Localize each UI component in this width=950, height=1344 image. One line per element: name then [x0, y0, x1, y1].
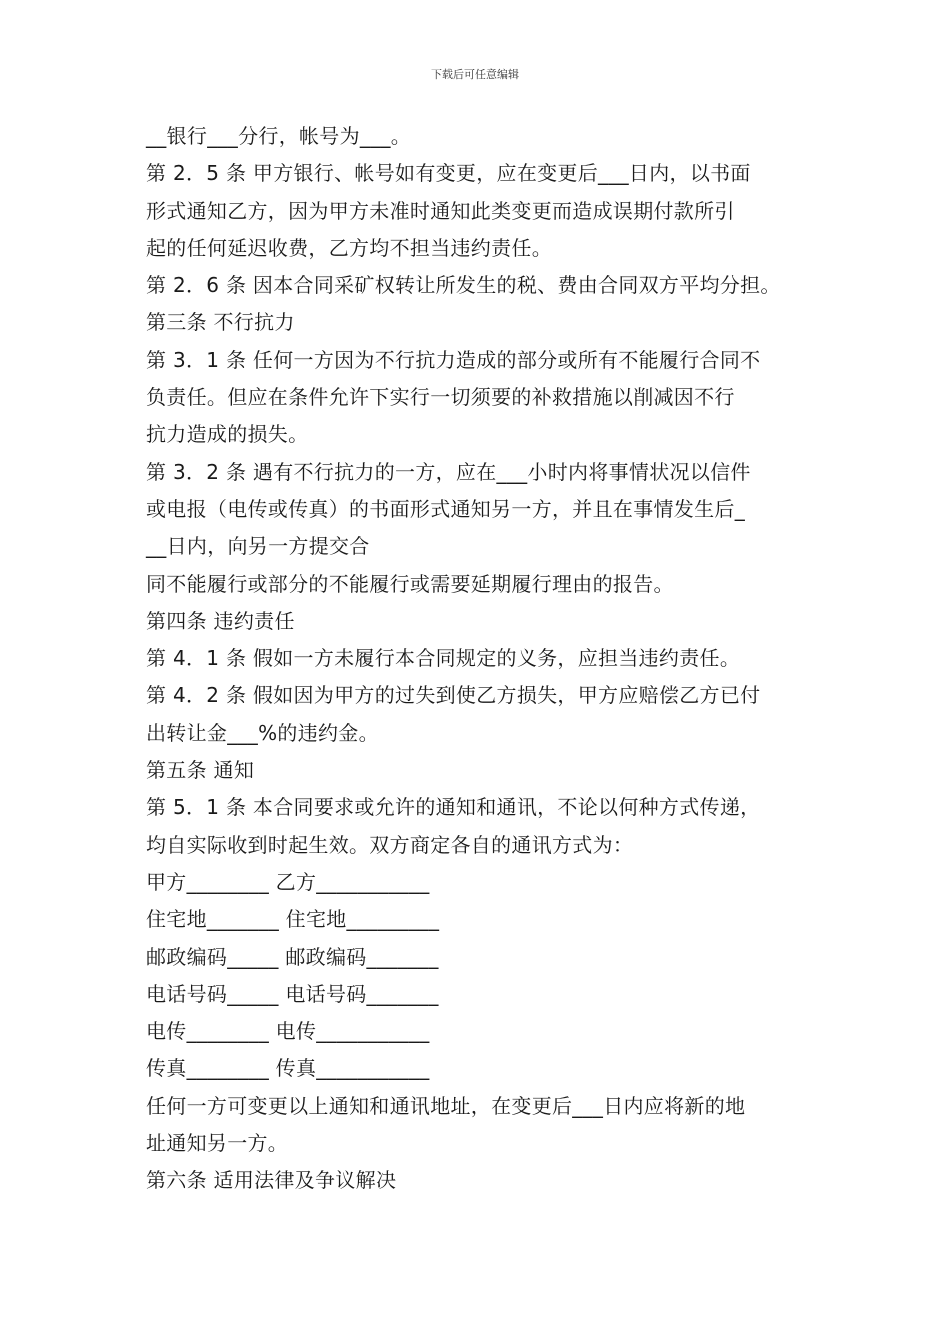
text-line: __日内，向另一方提交合	[146, 534, 370, 559]
text-line: 址通知另一方。	[146, 1131, 289, 1156]
section-heading-5: 第五条 通知	[146, 758, 255, 783]
text-line: 起的任何延迟收费，乙方均不担当违约责任。	[146, 235, 552, 260]
document-body	[146, 118, 826, 1200]
text-line: 均自实际收到时起生效。双方商定各自的通讯方式为：	[146, 832, 634, 857]
text-line: 负责任。但应在条件允许下实行一切须要的补救措施以削减因不行	[146, 385, 735, 410]
text-line: 同不能履行或部分的不能履行或需要延期履行理由的报告。	[146, 571, 674, 596]
party-row-postcode: 邮政编码_____ 邮政编码_______	[146, 944, 439, 969]
party-row-address: 住宅地_______ 住宅地_________	[146, 907, 440, 932]
clause-2-5: 第 2．5 条 甲方银行、帐号如有变更，应在变更后___日内，以书面	[146, 161, 751, 186]
text-line: __银行___分行，帐号为___。	[146, 124, 412, 148]
clause-4-1: 第 4．1 条 假如一方未履行本合同规定的义务，应担当违约责任。	[146, 646, 741, 671]
party-row-name: 甲方________ 乙方___________	[146, 869, 430, 894]
section-heading-3: 第三条 不行抗力	[146, 310, 295, 335]
text-line: 任何一方可变更以上通知和通讯地址，在变更后___日内应将新的地	[146, 1093, 746, 1118]
clause-4-2: 第 4．2 条 假如因为甲方的过失到使乙方损失，甲方应赔偿乙方已付	[146, 683, 761, 708]
clause-3-2: 第 3．2 条 遇有不行抗力的一方，应在___小时内将事情状况以信件	[146, 459, 751, 484]
clause-2-6: 第 2．6 条 因本合同采矿权转让所发生的税、费由合同双方平均分担。	[146, 273, 781, 298]
text-line: 出转让金___%的违约金。	[146, 720, 379, 745]
section-heading-6: 第六条 适用法律及争议解决	[146, 1168, 397, 1193]
text-line: 抗力造成的损失。	[146, 422, 309, 447]
text-line: 形式通知乙方，因为甲方未准时通知此类变更而造成误期付款所引	[146, 198, 735, 223]
page-header: 下载后可任意编辑	[431, 68, 519, 81]
party-row-fax: 传真________ 传真___________	[146, 1056, 430, 1081]
clause-3-1: 第 3．1 条 任何一方因为不行抗力造成的部分或所有不能履行合同不	[146, 347, 761, 372]
party-row-telex: 电传________ 电传___________	[146, 1019, 430, 1044]
text-line: 或电报（电传或传真）的书面形式通知另一方，并且在事情发生后_	[146, 496, 745, 521]
clause-5-1: 第 5．1 条 本合同要求或允许的通知和通讯，不论以何种方式传递，	[146, 795, 761, 820]
party-row-phone: 电话号码_____ 电话号码_______	[146, 981, 439, 1006]
section-heading-4: 第四条 违约责任	[146, 608, 295, 633]
